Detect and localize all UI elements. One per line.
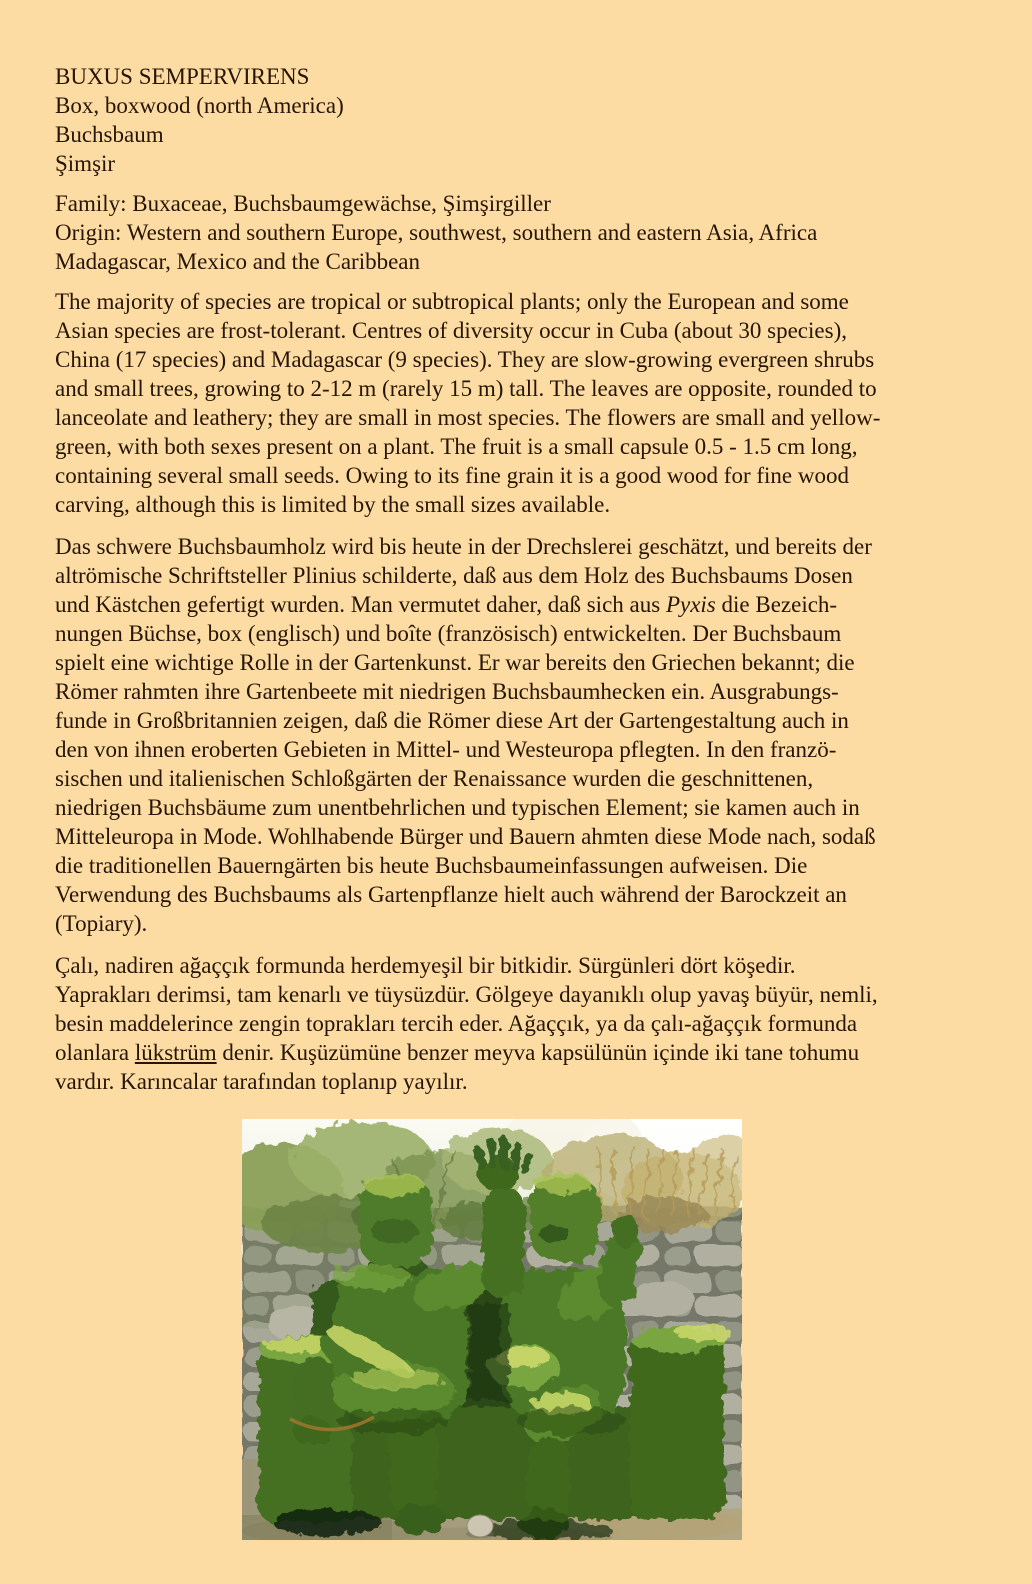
text-line: and small trees, growing to 2-12 m (rarely 15 m) tall. The leaves are opposite, rounded to xyxy=(55,376,877,401)
text-line: Madagascar, Mexico and the Caribbean xyxy=(55,249,421,274)
text-line: BUXUS SEMPERVIRENS xyxy=(55,64,310,89)
taxonomy-block xyxy=(55,189,977,276)
text-line: spielt eine wichtige Rolle in der Gartenkunst. Er war bereits den Griechen bekannt; die xyxy=(55,650,855,675)
text-line: lanceolate and leathery; they are small in most species. The flowers are small and yellow- xyxy=(55,405,881,430)
text-line: sischen und italienischen Schloßgärten der Renaissance wurden die geschnittenen, xyxy=(55,766,814,791)
text-line: Box, boxwood (north America) xyxy=(55,93,344,118)
text-line: Mitteleuropa in Mode. Wohlhabende Bürger und Bauern ahmten diese Mode nach, sodaß xyxy=(55,824,876,849)
text-line: Şimşir xyxy=(55,151,116,176)
description-german xyxy=(55,532,977,938)
text-line: nungen Büchse, box (englisch) und boîte (französisch) entwickelten. Der Buchsbaum xyxy=(55,621,842,646)
text-line: niedrigen Buchsbäume zum unentbehrlichen und typischen Element; sie kamen auch in xyxy=(55,795,860,820)
text-line: altrömische Schriftsteller Plinius schilderte, daß aus dem Holz des Buchsbaums Dosen xyxy=(55,563,853,588)
text-line: olanlara lükstrüm denir. Kuşüzümüne benzer meyva kapsülünün içinde iki tane tohumu xyxy=(55,1040,860,1065)
text-line: (Topiary). xyxy=(55,911,148,936)
text-line: Asian species are frost-tolerant. Centres of diversity occur in Cuba (about 30 species), xyxy=(55,318,847,343)
text-line: China (17 species) and Madagascar (9 species). They are slow-growing evergreen shrubs xyxy=(55,347,875,372)
description-english xyxy=(55,287,977,519)
text-line: Verwendung des Buchsbaums als Gartenpflanze hielt auch während der Barockzeit an xyxy=(55,882,847,907)
text-line: funde in Großbritannien zeigen, daß die Römer diese Art der Gartengestaltung auch in xyxy=(55,708,849,733)
text-line: The majority of species are tropical or subtropical plants; only the European and some xyxy=(55,289,849,314)
text-line: die traditionellen Bauerngärten bis heute Buchsbaumeinfassungen aufweisen. Die xyxy=(55,853,808,878)
text-line: Buchsbaum xyxy=(55,122,164,147)
text-line: und Kästchen gefertigt wurden. Man vermutet daher, daß sich aus Pyxis die Bezeich- xyxy=(55,592,838,617)
text-line: Yaprakları derimsi, tam kenarlı ve tüysüzdür. Gölgeye dayanıklı olup yavaş büyür, nemli, xyxy=(55,982,878,1007)
text-line: Römer rahmten ihre Gartenbeete mit niedrigen Buchsbaumhecken ein. Ausgrabungs- xyxy=(55,679,839,704)
text-line: green, with both sexes present on a plant. The fruit is a small capsule 0.5 - 1.5 cm long, xyxy=(55,434,858,459)
description-turkish xyxy=(55,951,977,1096)
text-line: Family: Buxaceae, Buchsbaumgewächse, Şimşirgiller xyxy=(55,191,551,216)
text-line: vardır. Karıncalar tarafından toplanıp yayılır. xyxy=(55,1069,468,1094)
text-line: containing several small seeds. Owing to its fine grain it is a good wood for fine wood xyxy=(55,463,849,488)
text-line: Çalı, nadiren ağaççık formunda herdemyeşil bir bitkidir. Sürgünleri dört köşedir. xyxy=(55,953,796,978)
title-block xyxy=(55,62,977,178)
text-line: Das schwere Buchsbaumholz wird bis heute in der Drechslerei geschätzt, und bereits der xyxy=(55,534,872,559)
text-line: Origin: Western and southern Europe, southwest, southern and eastern Asia, Africa xyxy=(55,220,818,245)
text-line: besin maddelerince zengin toprakları tercih eder. Ağaççık, ya da çalı-ağaççık formunda xyxy=(55,1011,858,1036)
text-line: carving, although this is limited by the small sizes available. xyxy=(55,492,611,517)
text-line: den von ihnen eroberten Gebieten in Mittel- und Westeuropa pflegten. In den franzö- xyxy=(55,737,837,762)
pebble-stone xyxy=(466,1515,494,1538)
topiary-photo xyxy=(242,1119,742,1540)
